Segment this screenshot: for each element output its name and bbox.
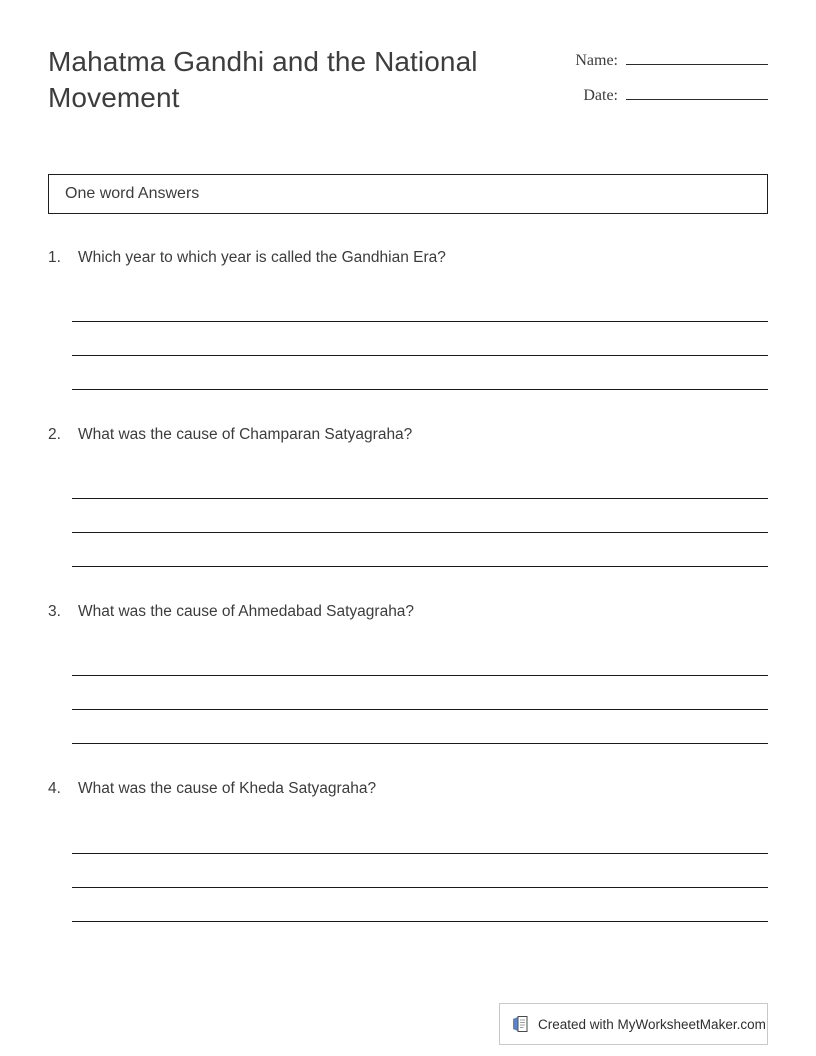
question-number: 3. <box>48 603 61 621</box>
name-field-row <box>568 50 768 70</box>
answer-line[interactable] <box>72 288 768 322</box>
worksheet-maker-logo-icon <box>512 1015 530 1033</box>
name-label: Name: <box>575 52 618 69</box>
answer-line[interactable] <box>72 499 768 533</box>
worksheet-header <box>48 44 768 120</box>
answer-line[interactable] <box>72 533 768 567</box>
answer-lines <box>72 820 768 922</box>
name-input-line[interactable] <box>626 50 768 65</box>
answer-lines <box>72 642 768 744</box>
date-input-line[interactable] <box>626 85 768 100</box>
question-number: 2. <box>48 426 61 444</box>
date-label: Date: <box>583 87 618 104</box>
question-number: 1. <box>48 249 61 266</box>
answer-lines <box>72 288 768 390</box>
student-meta-fields <box>568 50 768 120</box>
question-item <box>48 779 768 921</box>
question-row <box>48 779 768 799</box>
question-text: What was the cause of Ahmedabad Satyagraha? <box>78 603 415 621</box>
question-row <box>48 602 768 622</box>
question-text: Which year to which year is called the Gandhian Era? <box>78 249 446 266</box>
question-row <box>48 425 768 445</box>
question-text: What was the cause of Kheda Satyagraha? <box>78 780 377 798</box>
answer-line[interactable] <box>72 820 768 854</box>
question-item <box>48 248 768 390</box>
page-title: Mahatma Gandhi and the National Movement <box>48 46 478 113</box>
answer-line[interactable] <box>72 676 768 710</box>
question-text: What was the cause of Champaran Satyagraha? <box>78 426 413 444</box>
question-item <box>48 425 768 567</box>
answer-line[interactable] <box>72 356 768 390</box>
instruction-box <box>48 174 768 214</box>
question-item <box>48 602 768 744</box>
answer-line[interactable] <box>72 642 768 676</box>
answer-line[interactable] <box>72 322 768 356</box>
created-with-badge[interactable] <box>499 1003 768 1045</box>
question-number: 4. <box>48 780 61 798</box>
date-field-row <box>568 85 768 105</box>
answer-lines <box>72 465 768 567</box>
answer-line[interactable] <box>72 854 768 888</box>
answer-line[interactable] <box>72 888 768 922</box>
instruction-text: One word Answers <box>65 185 200 202</box>
answer-line[interactable] <box>72 465 768 499</box>
answer-line[interactable] <box>72 710 768 744</box>
badge-text: Created with MyWorksheetMaker.com <box>538 1016 766 1032</box>
questions-list <box>48 248 768 957</box>
question-row <box>48 248 768 268</box>
